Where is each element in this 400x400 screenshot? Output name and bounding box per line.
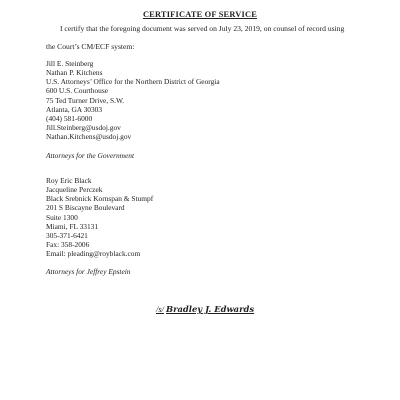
defense-caption: Attorneys for Jeffrey Epstein bbox=[46, 267, 131, 276]
counsel-address-line: Suite 1300 bbox=[46, 212, 78, 222]
counsel-phone: (404) 581-6000 bbox=[46, 113, 93, 123]
defense-counsel-block bbox=[46, 176, 153, 258]
certification-line-2: the Court’s CM/ECF system: bbox=[46, 42, 135, 51]
counsel-name: Jill E. Steinberg bbox=[46, 59, 94, 68]
counsel-address-line: 600 U.S. Courthouse bbox=[46, 86, 109, 96]
counsel-email: Email: pleading@royblack.com bbox=[46, 249, 141, 259]
signature-name: Bradley J. Edwards bbox=[166, 304, 255, 314]
counsel-name: Roy Eric Black bbox=[46, 176, 92, 185]
counsel-name: Nathan P. Kitchens bbox=[46, 68, 103, 78]
government-caption: Attorneys for the Government bbox=[46, 151, 135, 160]
counsel-office: U.S. Attorneys’ Office for the Northern District of Georgia bbox=[46, 77, 220, 87]
document-title: CERTIFICATE OF SERVICE bbox=[142, 10, 258, 19]
counsel-address-line: 75 Ted Turner Drive, S.W. bbox=[46, 95, 125, 105]
signature-prefix: /s/ bbox=[156, 305, 164, 314]
government-counsel-block bbox=[46, 59, 220, 141]
counsel-fax: Fax: 358-2006 bbox=[46, 239, 90, 249]
signature bbox=[156, 304, 254, 314]
counsel-city-state-zip: Atlanta, GA 30303 bbox=[46, 104, 103, 114]
counsel-name: Jacqueline Perczek bbox=[46, 185, 103, 195]
certification-line-1: I certify that the foregoing document was served on July 23, 2019, on counsel of record using bbox=[60, 24, 345, 33]
counsel-address-line: 201 S Biscayne Boulevard bbox=[46, 203, 125, 213]
counsel-phone: 305-371-6421 bbox=[46, 230, 88, 240]
counsel-email: Jill.Steinberg@usdoj.gov bbox=[46, 122, 121, 132]
counsel-city-state-zip: Miami, FL 33131 bbox=[46, 221, 99, 231]
counsel-email: Nathan.Kitchens@usdoj.gov bbox=[46, 132, 132, 142]
counsel-firm: Black Srebnick Kornspan & Stumpf bbox=[46, 194, 154, 204]
